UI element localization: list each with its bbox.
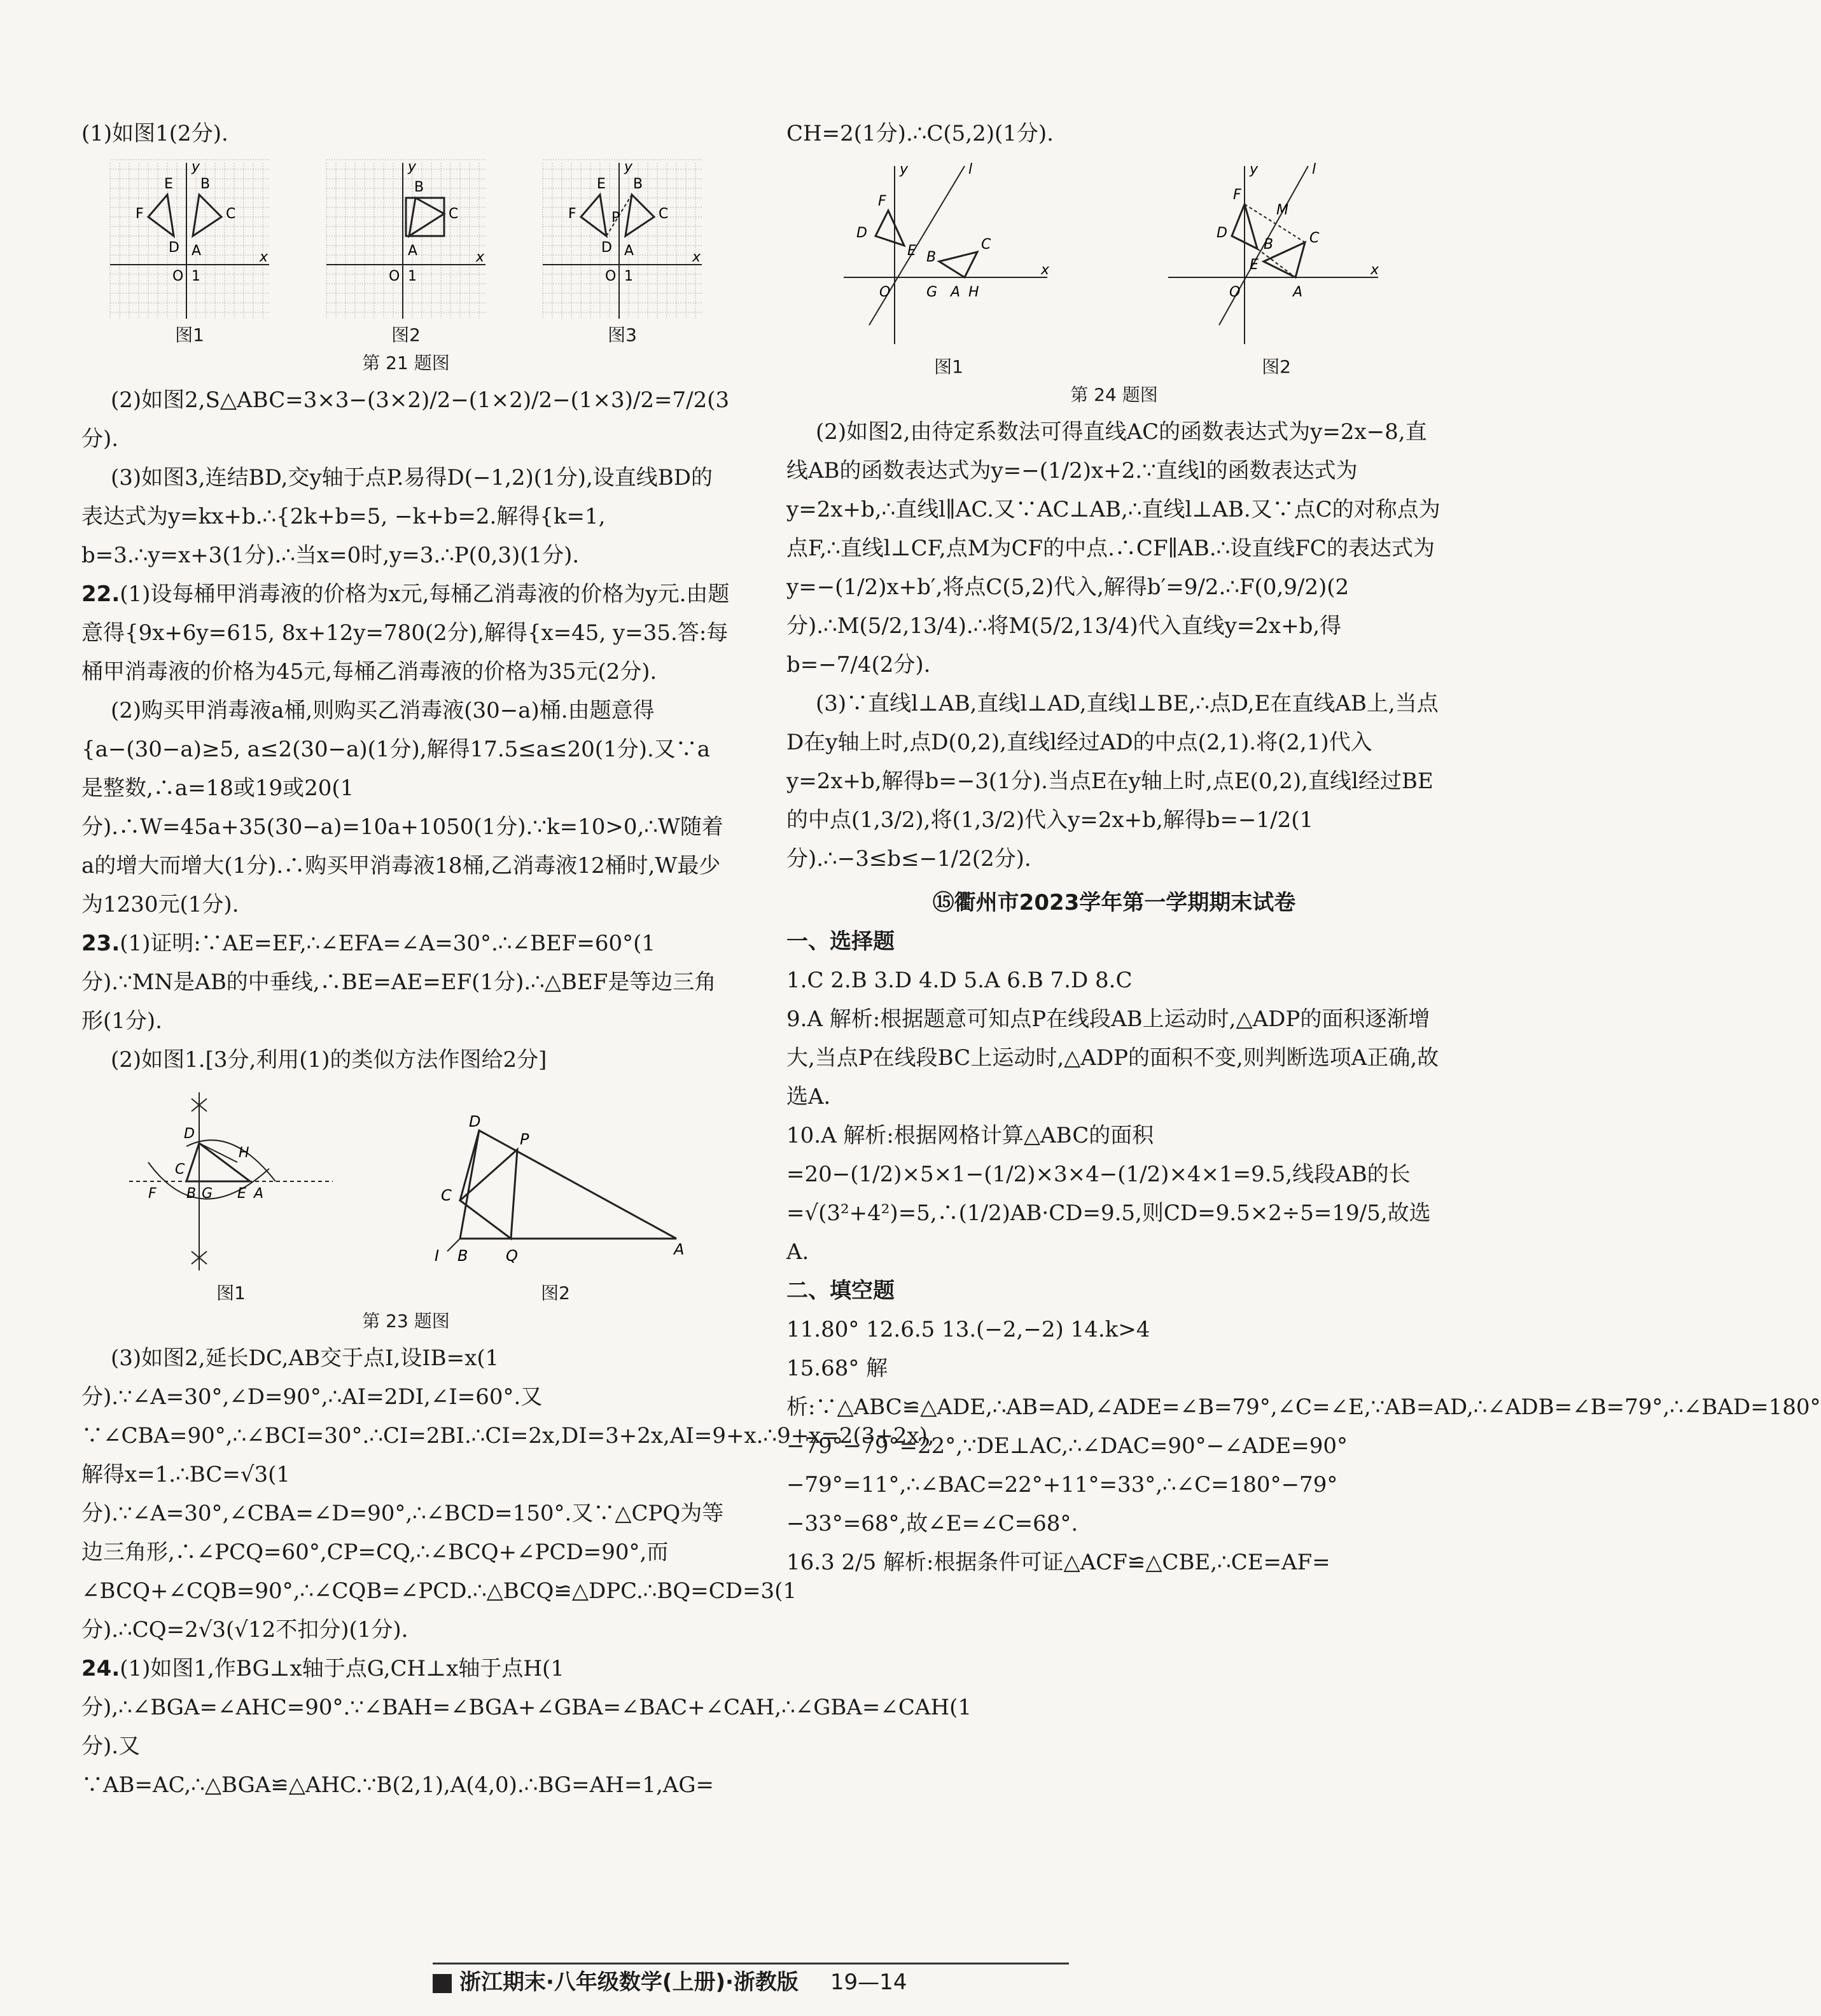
svg-text:D: D xyxy=(184,1126,195,1142)
q21-fig1 xyxy=(110,160,269,349)
q23-fig1-construction xyxy=(123,1086,339,1277)
svg-text:x: x xyxy=(476,249,485,265)
svg-text:C: C xyxy=(981,237,991,253)
q23-figure xyxy=(81,1086,730,1335)
q24-part2: (2)如图2,由待定系数法可得直线AC的函数表达式为y=2x−8,直线AB的函数表达式为y=−(1/2)x+2.∵直线l的函数表达式为y=2x+b,∴直线l∥AC.又∵AC⊥AB,∴直线l⊥AB.又∵点C的对称点为点F,∴直线l⊥CF,点M为CF的中点.∴CF∥AB.∴设直线FC的表达式为y=−(1/2)x+b′,将点C(5,2)代入,解得b′=9/2.∴F(0,9/2)(2分).∴M(5/2,13/4).∴将M(5/2,13/4)代入直线y=2x+b,得b=−7/4(2分). xyxy=(786,419,1441,678)
q24-fig2-title: 图2 xyxy=(1262,356,1291,377)
svg-text:B: B xyxy=(633,176,643,192)
fill-answers: 11.80° 12.6.5 13.(−2,−2) 14.k>4 xyxy=(786,1317,1150,1342)
svg-text:C: C xyxy=(441,1186,452,1204)
q23-fig2 xyxy=(422,1111,689,1307)
q23-number: 23. xyxy=(81,931,120,956)
q22-number: 22. xyxy=(81,581,120,607)
svg-text:I: I xyxy=(435,1247,440,1265)
svg-text:O: O xyxy=(172,268,184,284)
q24-part1-text: (1)如图1,作BG⊥x轴于点G,CH⊥x轴于点H(1分),∴∠BGA=∠AHC=90°.∵∠BAH=∠BGA+∠GBA=∠BAC+∠CAH,∴∠GBA=∠CAH(1分).又∵AB=AC,∴△BGA≌△AHC.∵B(2,1),A(4,0).∴BG=AH=1,AG= xyxy=(81,1656,972,1798)
svg-text:y: y xyxy=(1250,162,1259,177)
svg-text:O: O xyxy=(879,284,891,300)
svg-text:l: l xyxy=(968,162,973,177)
q23-fig1-title: 图1 xyxy=(216,1283,246,1303)
svg-text:1: 1 xyxy=(624,268,633,284)
svg-text:G: G xyxy=(202,1186,213,1202)
svg-text:D: D xyxy=(1217,225,1227,241)
svg-text:l: l xyxy=(1312,162,1316,177)
svg-text:D: D xyxy=(601,240,612,256)
q21-part2: (2)如图2,S△ABC=3×3−(3×2)/2−(1×2)/2−(1×3)/2=7/2(3分). xyxy=(81,387,730,452)
q24-part1 xyxy=(81,1650,972,1805)
page-footer xyxy=(433,1963,1069,1996)
section-choice-heading: 一、选择题 xyxy=(786,929,895,954)
svg-text:B: B xyxy=(414,179,424,195)
svg-text:A: A xyxy=(254,1186,264,1202)
q21-part3: (3)如图3,连结BD,交y轴于点P.易得D(−1,2)(1分),设直线BD的表达式为y=kx+b.∴{2k+b=5, −k+b=2.解得{k=1, b=3.∴y=x+3(1分).∴当x=0时,y=3.∴P(0,3)(1分). xyxy=(81,465,713,568)
svg-text:C: C xyxy=(226,206,236,222)
svg-text:B: B xyxy=(200,176,211,192)
svg-text:B: B xyxy=(457,1247,468,1265)
q22-part2: (2)购买甲消毒液a桶,则购买乙消毒液(30−a)桶.由题意得{a−(30−a)≥5, a≤2(30−a)(1分),解得17.5≤a≤20(1分).又∵a是整数,∴a=18或19或20(1分).∴W=45a+35(30−a)=10a+1050(1分).∵k=10>0,∴W随着a的增大而增大(1分).∴购买甲消毒液18桶,乙消毒液12桶时,W最少为1230元(1分). xyxy=(81,698,723,917)
page-number: 19—14 xyxy=(830,1970,907,1995)
q22-part1-text: (1)设每桶甲消毒液的价格为x元,每桶乙消毒液的价格为y元.由题意得{9x+6y=615, 8x+12y=780(2分),解得{x=45, y=35.答:每桶甲消毒液的价格为45元,每桶乙消毒液的价格为35元(2分). xyxy=(81,581,730,685)
q23-part2: (2)如图1.[3分,利用(1)的类似方法作图给2分] xyxy=(111,1047,547,1073)
svg-text:A: A xyxy=(624,243,634,259)
q23-fig2-triangle xyxy=(422,1111,689,1277)
svg-text:y: y xyxy=(408,159,417,175)
svg-text:F: F xyxy=(1233,187,1241,203)
svg-text:A: A xyxy=(1293,284,1303,300)
svg-text:y: y xyxy=(192,159,200,175)
svg-text:F: F xyxy=(148,1186,157,1202)
q24-figure-caption: 第 24 题图 xyxy=(1070,384,1158,405)
q24-part3: (3)∵直线l⊥AB,直线l⊥AD,直线l⊥BE,∴点D,E在直线AB上,当点D在y轴上时,点D(0,2),直线l经过AD的中点(2,1).将(2,1)代入y=2x+b,解得b=−3(1分).当点E在y轴上时,点E(0,2),直线l经过BE的中点(1,3/2),将(1,3/2)代入y=2x+b,解得b=−1/2(1分).∴−3≤b≤−1/2(2分). xyxy=(786,691,1439,872)
q21-fig1-grid xyxy=(110,160,269,319)
q21-fig3-graph xyxy=(543,160,702,319)
svg-text:E: E xyxy=(907,243,916,259)
q21-fig3 xyxy=(543,160,702,349)
svg-text:H: H xyxy=(968,284,979,300)
q23-fig1 xyxy=(123,1086,339,1307)
svg-text:1: 1 xyxy=(192,268,200,284)
q24-fig1-graph xyxy=(844,160,1054,351)
svg-text:B: B xyxy=(926,249,937,265)
q10-answer: 10.A 解析:根据网格计算△ABC的面积=20−(1/2)×5×1−(1/2)×3×4−(1/2)×4×1=9.5,线段AB的长=√(3²+4²)=5,∴(1/2)AB·CD=9.5,则CD=9.5×2÷5=19/5,故选A. xyxy=(786,1123,1431,1265)
q24-fig2 xyxy=(1168,160,1385,381)
q21-figure-caption: 第 21 题图 xyxy=(362,352,450,373)
q24-continued: CH=2(1分).∴C(5,2)(1分). xyxy=(786,121,1054,146)
q15-answer: 15.68° 解析:∵△ABC≌△ADE,∴AB=AD,∠ADE=∠B=79°,∠C=∠E,∵AB=AD,∴∠ADB=∠B=79°,∴∠BAD=180°−79°−79°=22°,∵DE⊥AC,∴∠DAC=90°−∠ADE=90°−79°=11°,∴∠BAC=22°+11°=33°,∴∠C=180°−79°−33°=68°,故∠E=∠C=68°. xyxy=(786,1356,1821,1536)
q24-figure xyxy=(786,160,1442,409)
svg-text:F: F xyxy=(878,193,886,209)
q23-part1-text: (1)证明:∵AE=EF,∴∠EFA=∠A=30°.∴∠BEF=60°(1分).∵MN是AB的中垂线,∴BE=AE=EF(1分).∴△BEF是等边三角形(1分). xyxy=(81,931,716,1034)
q23-figure-caption: 第 23 题图 xyxy=(362,1310,450,1331)
q21-fig1-title: 图1 xyxy=(175,324,204,345)
svg-text:A: A xyxy=(674,1241,685,1258)
q9-answer: 9.A 解析:根据题意可知点P在线段AB上运动时,△ADP的面积逐渐增大,当点P在线段BC上运动时,△ADP的面积不变,则判断选项A正确,故选A. xyxy=(786,1006,1439,1109)
q21-fig3-grid xyxy=(543,160,702,319)
footer-square-icon xyxy=(433,1974,452,1993)
svg-text:C: C xyxy=(659,206,669,222)
svg-text:E: E xyxy=(164,176,173,192)
svg-text:E: E xyxy=(1250,257,1259,273)
svg-text:O: O xyxy=(1229,284,1241,300)
svg-text:F: F xyxy=(568,206,576,222)
q21-fig3-title: 图3 xyxy=(608,324,637,345)
svg-text:D: D xyxy=(169,240,179,256)
q21-fig2 xyxy=(326,160,485,349)
exam-title: ⑮衢州市2023学年第一学期期末试卷 xyxy=(932,890,1296,915)
choice-answers: 1.C 2.B 3.D 4.D 5.A 6.B 7.D 8.C xyxy=(786,968,1133,993)
q23-part3: (3)如图2,延长DC,AB交于点I,设IB=x(1分).∵∠A=30°,∠D=90°,∴AI=2DI,∠I=60°.又∵∠CBA=90°,∴∠BCI=30°.∴CI=2BI.∴CI=2x,DI=3+2x,AI=9+x.∴9+x=2(3+2x),解得x=1.∴BC=√3(1分).∵∠A=30°,∠CBA=∠D=90°,∴∠BCD=150°.又∵△CPQ为等边三角形,∴∠PCQ=60°,CP=CQ,∴∠BCQ+∠PCD=90°,而∠BCQ+∠CQB=90°,∴∠CQB=∠PCD.∴△BCQ≌△DPC.∴BQ=CD=3(1分).∴CQ=2√3(√12不扣分)(1分). xyxy=(81,1345,935,1643)
footer-title: 浙江期末·八年级数学(上册)·浙教版 xyxy=(459,1970,799,1995)
q24-fig1-title: 图1 xyxy=(934,356,963,377)
svg-text:P: P xyxy=(520,1130,529,1148)
svg-text:M: M xyxy=(1276,202,1288,218)
svg-text:D: D xyxy=(469,1113,481,1130)
q21-fig1-graph xyxy=(110,160,269,319)
section-fill-heading: 二、填空题 xyxy=(786,1278,895,1303)
svg-text:x: x xyxy=(260,249,269,265)
svg-text:y: y xyxy=(624,159,633,175)
svg-text:x: x xyxy=(692,249,701,265)
svg-text:A: A xyxy=(192,243,202,259)
svg-text:B: B xyxy=(186,1186,197,1202)
svg-text:A: A xyxy=(408,243,418,259)
svg-text:Q: Q xyxy=(506,1247,518,1265)
q21-figure xyxy=(81,160,730,377)
svg-text:G: G xyxy=(926,284,938,300)
svg-text:y: y xyxy=(900,162,909,177)
svg-text:A: A xyxy=(951,284,961,300)
svg-text:H: H xyxy=(239,1145,249,1161)
svg-text:O: O xyxy=(605,268,617,284)
svg-text:P: P xyxy=(611,210,620,226)
svg-text:B: B xyxy=(1264,237,1274,253)
q21-fig2-grid xyxy=(326,160,485,319)
right-column xyxy=(786,115,1821,1582)
svg-text:E: E xyxy=(237,1186,246,1202)
svg-text:F: F xyxy=(136,206,144,222)
q24-number: 24. xyxy=(81,1656,120,1681)
q22-part1 xyxy=(81,575,730,692)
svg-text:C: C xyxy=(1309,230,1320,246)
q23-part1 xyxy=(81,924,730,1041)
q23-fig2-title: 图2 xyxy=(541,1283,570,1303)
q21-fig2-graph xyxy=(326,160,485,319)
q16-answer: 16.3 2/5 解析:根据条件可证△ACF≌△CBE,∴CE=AF= xyxy=(786,1550,1330,1575)
svg-text:O: O xyxy=(389,268,400,284)
svg-text:x: x xyxy=(1041,262,1050,278)
svg-text:C: C xyxy=(175,1162,185,1178)
q24-fig1 xyxy=(844,160,1054,381)
q24-fig2-graph xyxy=(1168,160,1385,351)
q21-fig2-title: 图2 xyxy=(391,324,421,345)
q21-part1: (1)如图1(2分). xyxy=(81,121,228,146)
svg-text:E: E xyxy=(597,176,606,192)
svg-text:D: D xyxy=(856,225,867,241)
svg-text:1: 1 xyxy=(408,268,417,284)
svg-text:C: C xyxy=(449,206,459,222)
svg-text:x: x xyxy=(1371,262,1379,278)
